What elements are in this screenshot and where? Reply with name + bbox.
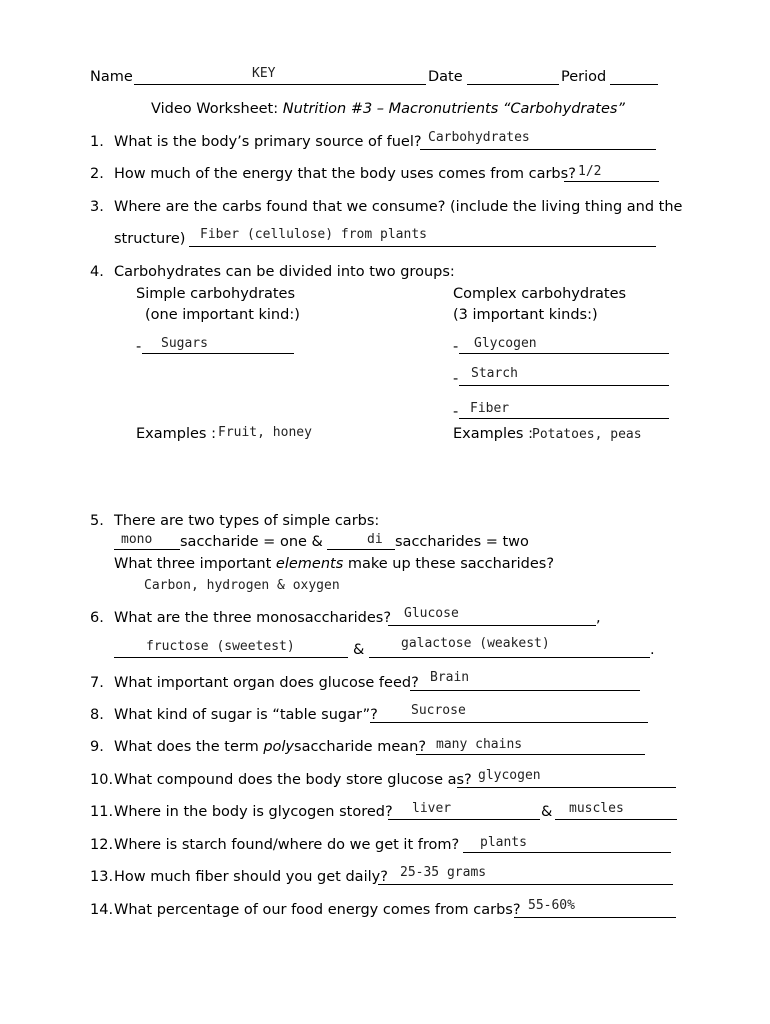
simple-answer-line[interactable]: [142, 353, 294, 354]
q5-line2-end: saccharides = two: [395, 534, 529, 550]
q5-mono-answer: mono: [121, 532, 153, 547]
complex-bullet-2: -: [453, 371, 459, 387]
q4-text: Carbohydrates can be divided into two groups:: [114, 264, 455, 280]
q3-text-line1: Where are the carbs found that we consume? (include the living thing and the: [114, 199, 683, 215]
q7-answer: Brain: [430, 670, 470, 685]
q8-number: 8.: [90, 707, 104, 723]
q3-answer: Fiber (cellulose) from plants: [200, 227, 427, 242]
q1-number: 1.: [90, 134, 104, 150]
q6-answer-3: galactose (weakest): [401, 636, 550, 651]
date-label: Date: [428, 69, 463, 85]
simple-answer: Sugars: [161, 336, 208, 351]
q2-answer: 1/2: [578, 164, 602, 179]
complex-bullet-3: -: [453, 404, 459, 420]
q10-answer-line[interactable]: [457, 787, 676, 788]
complex-bullet-1: -: [453, 339, 459, 355]
complex-examples-label: Examples :: [453, 426, 533, 442]
q5-number: 5.: [90, 513, 104, 529]
period-line[interactable]: [610, 84, 658, 85]
q12-answer: plants: [480, 835, 527, 850]
q8-text: What kind of sugar is “table sugar”?: [114, 707, 378, 723]
q14-text: What percentage of our food energy comes from carbs?: [114, 902, 521, 918]
q8-answer-line[interactable]: [370, 722, 648, 723]
q10-text: What compound does the body store glucose as?: [114, 772, 472, 788]
q8-answer: Sucrose: [411, 703, 466, 718]
q10-number: 10.: [90, 772, 114, 788]
q5-elements-question: What three important elements make up these saccharides?: [114, 556, 555, 572]
simple-examples: Fruit, honey: [218, 425, 312, 440]
q4-number: 4.: [90, 264, 104, 280]
q2-answer-line[interactable]: [564, 181, 659, 182]
complex-answer-2: Starch: [471, 366, 518, 381]
q13-answer-line[interactable]: [378, 884, 673, 885]
q3-number: 3.: [90, 199, 104, 215]
q7-text: What important organ does glucose feed?: [114, 675, 419, 691]
q11-answer-line-2[interactable]: [555, 819, 677, 820]
simple-examples-label: Examples :: [136, 426, 216, 442]
worksheet-title: Video Worksheet: Nutrition #3 – Macronutrients “Carbohydrates”: [151, 101, 625, 117]
q11-answer-2: muscles: [569, 801, 624, 816]
complex-examples: Potatoes, peas: [532, 427, 642, 442]
q10-answer: glycogen: [478, 768, 541, 783]
q6-period: .: [650, 642, 655, 658]
q9-answer-line[interactable]: [416, 754, 645, 755]
q13-number: 13.: [90, 869, 114, 885]
name-value: KEY: [252, 66, 276, 81]
name-label: Name: [90, 69, 133, 85]
q1-text: What is the body’s primary source of fuel?: [114, 134, 422, 150]
q5-elements-answer: Carbon, hydrogen & oxygen: [144, 578, 340, 593]
complex-answer-3: Fiber: [470, 401, 510, 416]
q5-line2-mid: saccharide = one &: [180, 534, 323, 550]
q5-mono-line[interactable]: [114, 549, 180, 550]
simple-carbs-heading: Simple carbohydrates: [136, 286, 295, 302]
q7-answer-line[interactable]: [410, 690, 640, 691]
q11-answer-1: liver: [412, 801, 452, 816]
complex-carbs-subheading: (3 important kinds:): [453, 307, 598, 323]
complex-carbs-heading: Complex carbohydrates: [453, 286, 627, 302]
simple-bullet: -: [136, 339, 142, 355]
q12-number: 12.: [90, 837, 114, 853]
q14-answer: 55-60%: [528, 898, 575, 913]
complex-answer-line-1[interactable]: [459, 353, 669, 354]
q11-text: Where in the body is glycogen stored?: [114, 804, 393, 820]
q9-text: What does the term polysaccharide mean?: [114, 739, 427, 755]
q5-di-answer: di: [367, 532, 383, 547]
date-line[interactable]: [467, 84, 559, 85]
q6-answer-line-1[interactable]: [388, 625, 596, 626]
q12-answer-line[interactable]: [463, 852, 671, 853]
q3-text-line2: structure): [114, 231, 186, 247]
q6-answer-line-3[interactable]: [369, 657, 650, 658]
q13-text: How much fiber should you get daily?: [114, 869, 388, 885]
q6-text: What are the three monosaccharides?: [114, 610, 392, 626]
name-line[interactable]: [134, 84, 426, 85]
q6-answer-1: Glucose: [404, 606, 459, 621]
q6-comma: ,: [596, 610, 601, 626]
q9-answer: many chains: [436, 737, 523, 752]
q9-number: 9.: [90, 739, 104, 755]
q12-text: Where is starch found/where do we get it from?: [114, 837, 460, 853]
q6-ampersand: &: [353, 642, 365, 658]
complex-answer-line-2[interactable]: [459, 385, 669, 386]
simple-carbs-subheading: (one important kind:): [145, 307, 300, 323]
q6-number: 6.: [90, 610, 104, 626]
q14-answer-line[interactable]: [514, 917, 676, 918]
q2-text: How much of the energy that the body uses comes from carbs?: [114, 166, 576, 182]
q14-number: 14.: [90, 902, 114, 918]
q1-answer: Carbohydrates: [428, 130, 530, 145]
complex-answer-1: Glycogen: [474, 336, 537, 351]
q11-answer-line-1[interactable]: [388, 819, 540, 820]
q5-di-line[interactable]: [327, 549, 395, 550]
q11-ampersand: &: [541, 804, 553, 820]
period-label: Period: [561, 69, 607, 85]
q2-number: 2.: [90, 166, 104, 182]
q3-answer-line[interactable]: [189, 246, 656, 247]
q1-answer-line[interactable]: [420, 149, 656, 150]
q6-answer-line-2[interactable]: [114, 657, 348, 658]
complex-answer-line-3[interactable]: [459, 418, 669, 419]
q6-answer-2: fructose (sweetest): [146, 639, 295, 654]
q11-number: 11.: [90, 804, 114, 820]
q13-answer: 25-35 grams: [400, 865, 487, 880]
q7-number: 7.: [90, 675, 104, 691]
q5-text: There are two types of simple carbs:: [114, 513, 380, 529]
